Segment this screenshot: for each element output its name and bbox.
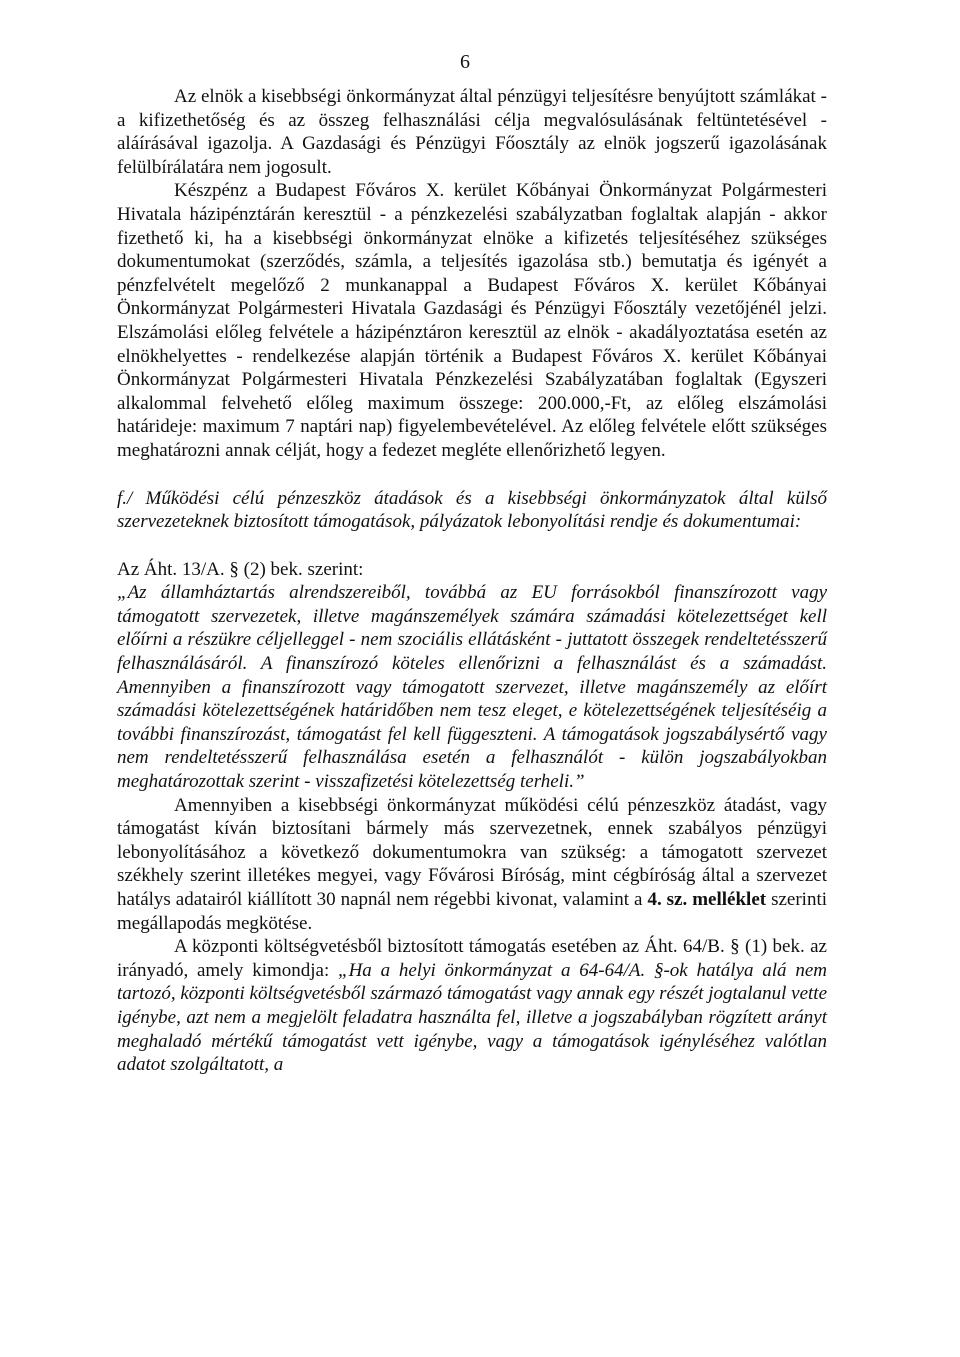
- document-body: [117, 85, 827, 1077]
- paragraph-text: A központi költségvetésből biztosított támogatás esetében az Áht. 64/B. § (1) bek. az irányadó, amely kimondja:: [117, 936, 827, 981]
- paragraph-text: Amennyiben a kisebbségi önkormányzat működési célú pénzeszköz átadást, vagy támogatást kíván biztosítani bármely más szervezetnek, ennek szabályos pénzügyi lebonyolításához a következő dokumentumokra van szükség: a támogatott szervezet székhely szerint illetékes megyei, vagy Fővárosi Bíróság, mint cégbíróság által a szervezet hatálys adatairól kiállított 30 napnál nem régebbi kivonat, valamint a: [117, 794, 827, 910]
- legal-quote: „Az államháztartás alrendszereiből, továbbá az EU forrásokból finanszírozott vagy támogatott szervezetek, illetve magánszemélyek számára számadási kötelezettséget kell előírni a részükre céljelleggel - nem szociális ellátásként - juttatott összegek rendeltetésszerű felhasználásáról. A finanszírozó köteles ellenőrizni a felhasználást és a számadást. Amennyiben a finanszírozott vagy támogatott szervezet, illetve magánszemély az előírt számadási kötelezettségének határidőben nem tesz eleget, e kötelezettségének teljesítéséig a további finanszírozást, támogatást fel kell függeszteni. A támogatások jogszabálysértő vagy nem rendeltetésszerű felhasználása esetén a felhasználót - külön jogszabályokban meghatározottak szerint - visszafizetési kötelezettség terheli.”: [117, 582, 827, 793]
- paragraph-text-end: szerinti megállapodás megkötése.: [117, 889, 827, 934]
- legal-citation: Az Áht. 13/A. § (2) bek. szerint:: [117, 558, 364, 580]
- attachment-number: 4. sz.: [647, 889, 688, 910]
- page-number: 6: [460, 51, 470, 73]
- paragraph-elnok-igazolas: Az elnök a kisebbségi önkormányzat által pénzügyi teljesítésre benyújtott számlákat - a kifizethetőség és az összeg felhasználási célja megvalósulásának feltüntetésével - aláírásával igazolja. A Gazdasági és Pénzügyi Főosztály az elnök jogszerű igazolásának felülbírálatára nem jogosult.: [117, 86, 827, 178]
- section-heading: f./ Működési célú pénzeszköz átadások és a kisebbségi önkormányzatok által külső szervezeteknek biztosított támogatások, pályázatok lebonyolítási rendje és dokumentumai:: [117, 487, 827, 533]
- legal-quote-inline: „Ha a helyi önkormányzat a 64-64/A. §-ok hatálya alá nem tartozó, központi költségvetésből származó támogatást vagy annak egy részét jogtalanul vette igénybe, azt nem a megjelölt feladatra használta fel, illetve a jogszabályban rögzített arányt meghaladó mértékű támogatást vett igénybe, vagy a támogatások igényléséhez valótlan adatot szolgáltatott, a: [117, 959, 827, 1076]
- attachment-label: melléklet: [692, 889, 767, 910]
- paragraph-keszpenz: Készpénz a Budapest Főváros X. kerület Kőbányai Önkormányzat Polgármesteri Hivatala házipénztárán keresztül - a pénzkezelési szabályzatban foglaltak alapján - akkor fizethető ki, ha a kisebbségi önkormányzat elnöke a kifizetés teljesítéséhez szükséges dokumentumokat (szerződés, számla, a teljesítés igazolása stb.) bemutatja és igényét a pénzfelvételt megelőző 2 munkanappal a Budapest Főváros X. kerület Kőbányai Önkormányzat Polgármesteri Hivatala Gazdasági és Pénzügyi Főosztály vezetőjénél jelzi. Elszámolási előleg felvétele a házipénztáron keresztül az elnök - akadályoztatása esetén az elnökhelyettes - rendelkezése alapján történik a Budapest Főváros X. kerület Kőbányai Önkormányzat Polgármesteri Hivatala Pénzkezelési Szabályzatában foglaltak (Egyszeri alkalommal felvehető előleg maximum összege: 200.000,-Ft, az előleg elszámolási határideje: maximum 7 naptári nap) figyelembevételével. Az előleg felvétele előtt szükséges meghatározni annak célját, hogy a fedezet megléte ellenőrizhető legyen.: [117, 180, 827, 461]
- paragraph-penzeszkoz-atadas: [117, 794, 827, 936]
- paragraph-kozponti-tamogatas: [117, 935, 827, 1077]
